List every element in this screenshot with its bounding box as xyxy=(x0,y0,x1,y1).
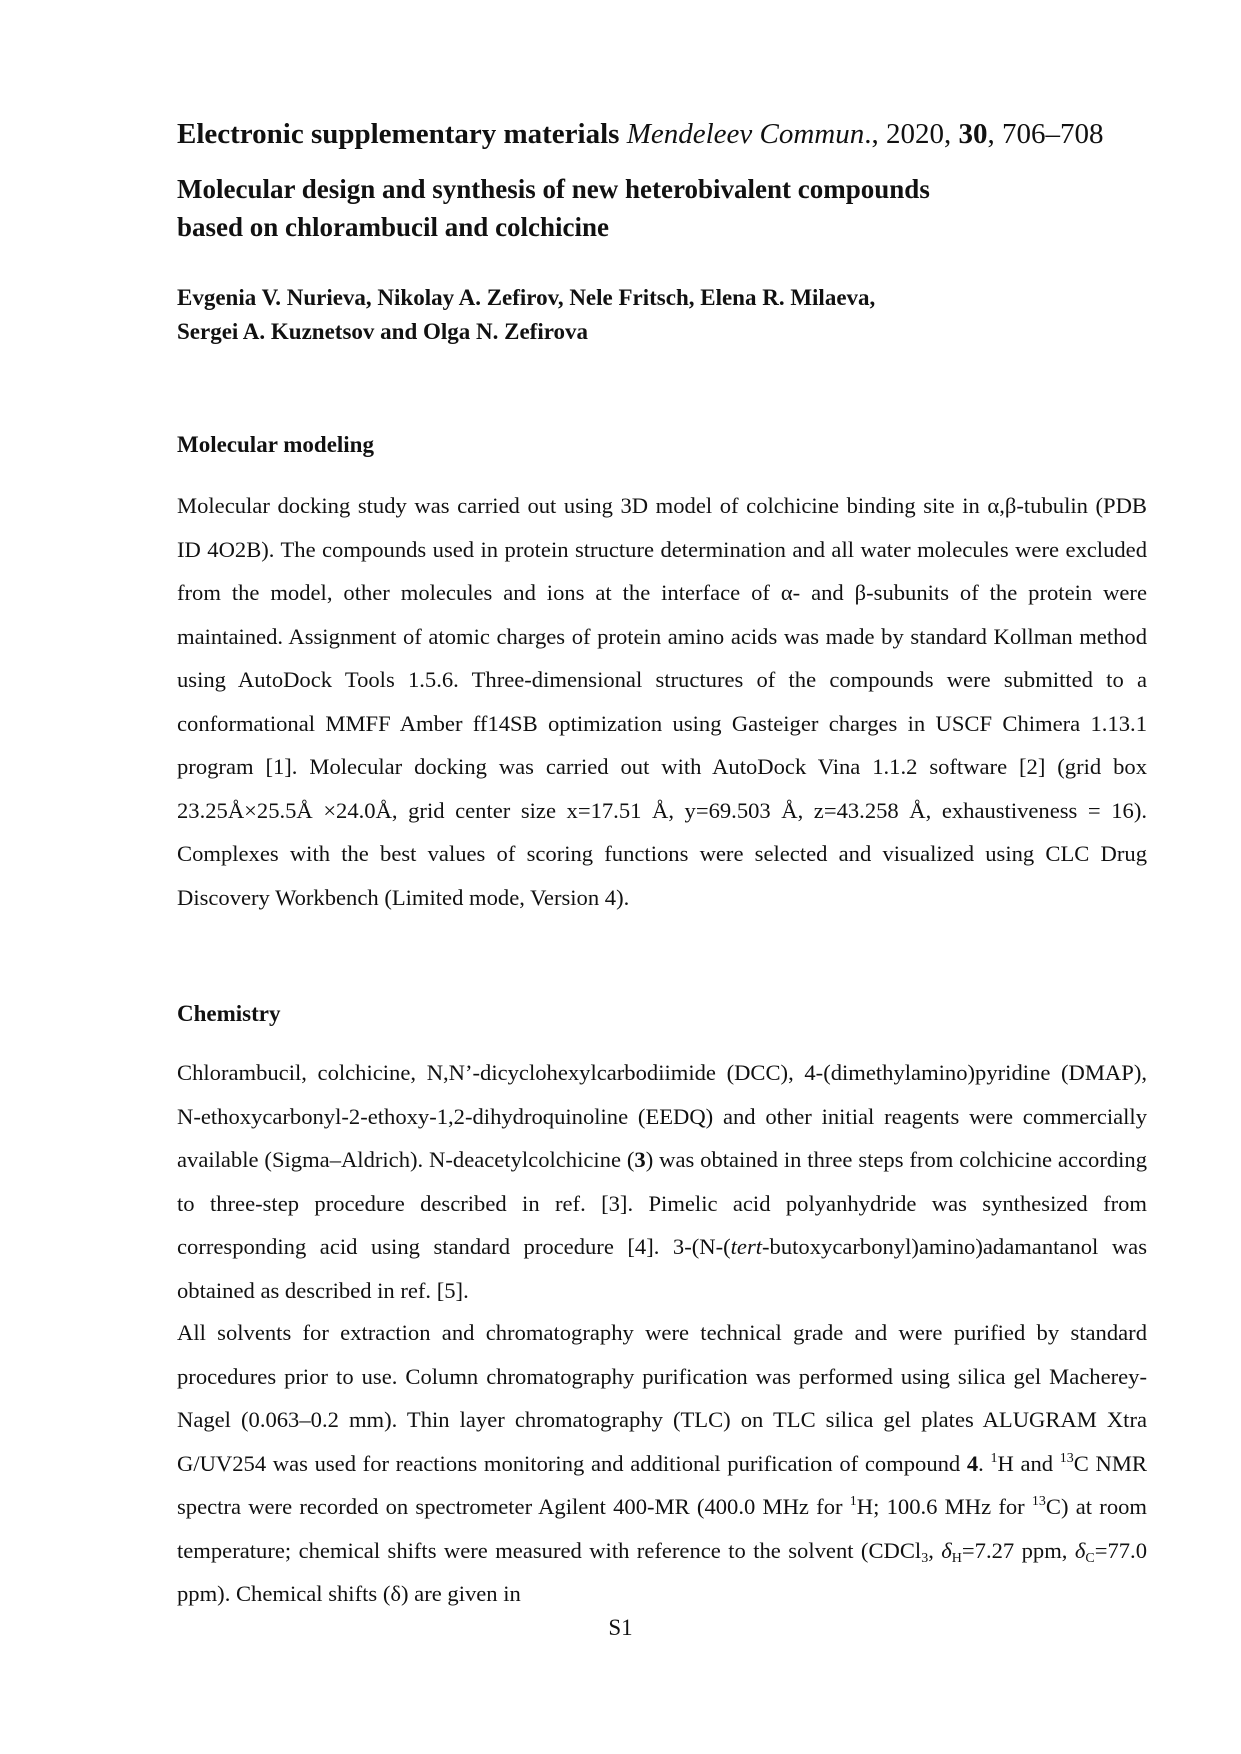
paragraph-molecular-modeling: Molecular docking study was carried out using 3D model of colchicine binding site in α,β-tubulin (PDB ID 4O2B). The compounds used in protein structure determination and all water molecules were excluded from the model, other molecules and ions at the interface of α- and β-subunits of the protein were maintained. Assignment of atomic charges of protein amino acids was made by standard Kollman method using AutoDock Tools 1.5.6. Three-dimensional structures of the compounds were submitted to a conformational MMFF Amber ff14SB optimization using Gasteiger charges in USCF Chimera 1.13.1 program [1]. Molecular docking was carried out with AutoDock Vina 1.1.2 software [2] (grid box 23.25Å×25.5Å ×24.0Å, grid center size x=17.51 Å, y=69.503 Å, z=43.258 Å, exhaustiveness = 16). Complexes with the best values of scoring functions were selected and visualized using CLC Drug Discovery Workbench (Limited mode, Version 4). xyxy=(177,493,1147,910)
header-prefix: Electronic supplementary materials xyxy=(177,118,620,150)
journal-year: ., 2020, xyxy=(864,118,959,150)
compound-number: 4 xyxy=(966,1450,979,1476)
author-list xyxy=(177,281,1077,349)
italic-term: tert xyxy=(730,1234,763,1259)
paper-title xyxy=(177,170,1077,246)
journal-pages: , 706–708 xyxy=(987,118,1104,150)
delta-symbol: δ xyxy=(941,1537,952,1563)
authors-line-1: Evgenia V. Nurieva, Nikolay A. Zefirov, Nele Fritsch, Elena R. Milaeva, xyxy=(177,285,876,310)
formula-subscript: 3 xyxy=(921,1550,929,1566)
journal-volume: 30 xyxy=(958,118,988,150)
text-run: -butoxycarbonyl)amino)adamantanol was obtained as described in ref. [5]. xyxy=(177,1234,1147,1303)
isotope-superscript: 1 xyxy=(990,1450,998,1466)
text-run: C NMR spectra were recorded on spectrometer Agilent 400-MR (400.0 MHz for xyxy=(177,1450,1147,1519)
paragraph-chemistry-reagents xyxy=(177,1051,1147,1312)
text-run: =7.27 ppm, xyxy=(961,1537,1075,1563)
nucleus-subscript: C xyxy=(1085,1550,1095,1566)
authors-line-2: Sergei A. Kuznetsov and Olga N. Zefirova xyxy=(177,319,589,344)
section-heading-molecular-modeling: Molecular modeling xyxy=(177,432,374,457)
text-run: =77.0 ppm). Chemical shifts (δ) are given in xyxy=(177,1537,1147,1606)
delta-symbol: δ xyxy=(1074,1537,1086,1563)
isotope-superscript: 13 xyxy=(1031,1494,1046,1509)
text-run: H and xyxy=(997,1450,1060,1476)
text-run: C) at room temperature; chemical shifts were measured with reference to the solvent (CDCl xyxy=(177,1494,1147,1563)
text-run: . xyxy=(978,1450,991,1476)
nucleus-subscript: H xyxy=(951,1550,962,1566)
title-line-1: Molecular design and synthesis of new heterobivalent compounds xyxy=(177,174,930,204)
page-number: S1 xyxy=(608,1615,633,1640)
title-line-2: based on chlorambucil and colchicine xyxy=(177,212,610,242)
journal-name: Mendeleev Commun xyxy=(626,118,865,150)
text-run: Chlorambucil, colchicine, N,N’-dicyclohexylcarbodiimide (DCC), 4-(dimethylamino)pyridine (DMAP), N-ethoxycarbonyl-2-ethoxy-1,2-dihydroquinoline (EEDQ) and other initial reagents were commercially available (Sigma–Aldrich). N-deacetylcolchicine ( xyxy=(177,1060,1147,1172)
section-heading-chemistry: Chemistry xyxy=(177,1001,281,1026)
text-run: All solvents for extraction and chromatography were technical grade and were purified by standard procedures prior to use. Column chromatography purification was performed using silica gel Macherey-Nagel (0.063–0.2 mm). Thin layer chromatography (TLC) on TLC silica gel plates ALUGRAM Xtra G/UV254 was used for reactions monitoring and additional purification of compound xyxy=(177,1320,1147,1476)
isotope-superscript: 13 xyxy=(1059,1450,1074,1466)
isotope-superscript: 1 xyxy=(849,1494,857,1509)
text-run: , xyxy=(928,1537,942,1563)
journal-header xyxy=(177,116,1147,152)
text-run: H; 100.6 MHz for xyxy=(856,1494,1032,1519)
paragraph-chemistry-methods xyxy=(177,1311,1147,1616)
compound-number: 3 xyxy=(634,1147,646,1172)
text-run: ) was obtained in three steps from colchicine according to three-step procedure described in ref. [3]. Pimelic acid polyanhydride was synthesized from corresponding acid using standard procedure [4]. 3-(N-( xyxy=(177,1147,1148,1259)
